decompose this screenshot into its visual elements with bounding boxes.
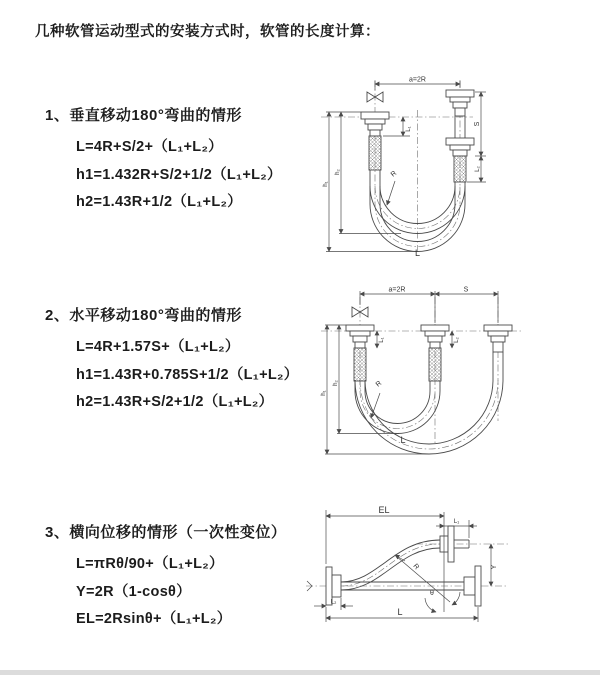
section-lateral-displacement	[45, 521, 286, 634]
formula-h1: h1=1.43R+0.785S+1/2（L₁+L₂）	[76, 366, 299, 383]
formula-y: Y=2R（1-cosθ）	[76, 583, 191, 600]
braided-hose-section	[354, 348, 366, 381]
section-2-heading: 2、水平移动180°弯曲的情形	[45, 307, 242, 324]
formula-el: EL=2Rsinθ+（L₁+L₂）	[76, 611, 232, 627]
dimensions	[314, 505, 498, 622]
page-bottom-edge	[0, 670, 600, 675]
section-3-heading: 3、横向位移的情形（一次性变位）	[45, 524, 287, 541]
dim-label-h1: h₁	[320, 390, 327, 396]
length-label: L	[414, 248, 421, 257]
dim-label-l2: L₂	[453, 337, 460, 343]
formula-length: L=4R+S/2+（L₁+L₂）	[76, 139, 223, 155]
length-label: L	[400, 435, 406, 445]
length-label: L	[397, 607, 403, 617]
dim-label-l1: L₁	[453, 518, 460, 525]
dim-label-h1: h₁	[322, 181, 329, 187]
diagram-vertical-180	[313, 72, 550, 257]
dim-label-l2: L₂	[474, 166, 481, 172]
dim-label-el: EL	[378, 505, 390, 515]
braided-hose-section	[429, 348, 441, 381]
braided-hose-section	[369, 136, 381, 170]
radius-label: R	[389, 169, 399, 179]
dim-label-h2: h₂	[332, 380, 339, 386]
centerlines	[321, 80, 473, 253]
diagram-lateral-displacement	[298, 500, 598, 655]
left-pipe-flange	[361, 112, 389, 170]
section-2-formulas	[76, 334, 299, 417]
page-title: 几种软管运动型式的安装方式时，软管的长度计算：	[35, 24, 380, 40]
left-pipe-flange	[346, 325, 374, 381]
s-curve-hose-position	[341, 526, 469, 590]
dim-label-l1: L₁	[378, 337, 385, 343]
dimensions	[320, 287, 498, 455]
formula-h1: h1=1.432R+S/2+1/2（L₁+L₂）	[76, 166, 282, 183]
angle-label: θ	[430, 590, 434, 597]
formula-h2: h2=1.43R+S/2+1/2（L₁+L₂）	[76, 394, 274, 410]
section-1-formulas	[76, 134, 282, 217]
dim-label-a2r: a=2R	[409, 76, 426, 84]
dim-label-h2: h₂	[334, 169, 341, 175]
dim-label-l1: L₁	[405, 126, 412, 132]
radius-label: R	[411, 562, 421, 572]
middle-pipe-flange	[421, 325, 449, 381]
right-pipe-flange	[484, 325, 512, 352]
section-horizontal-180	[45, 304, 299, 417]
section-3-formulas	[76, 551, 286, 634]
formula-h2: h2=1.43R+1/2（L₁+L₂）	[76, 194, 243, 210]
dim-label-l2: L₂	[330, 598, 337, 606]
radius-label: R	[374, 379, 384, 389]
section-1-heading: 1、垂直移动180°弯曲的情形	[45, 107, 242, 124]
braided-hose-section	[454, 156, 466, 182]
dim-label-a2r: a=2R	[388, 286, 406, 294]
section-vertical-180	[45, 104, 282, 217]
dim-label-y: Y	[491, 564, 498, 570]
formula-length: L=πRθ/90+（L₁+L₂）	[76, 556, 224, 572]
dim-label-s: S	[474, 121, 481, 127]
dim-label-s: S	[463, 286, 469, 294]
diagram-horizontal-180	[313, 283, 550, 458]
formula-length: L=4R+1.57S+（L₁+L₂）	[76, 339, 240, 355]
